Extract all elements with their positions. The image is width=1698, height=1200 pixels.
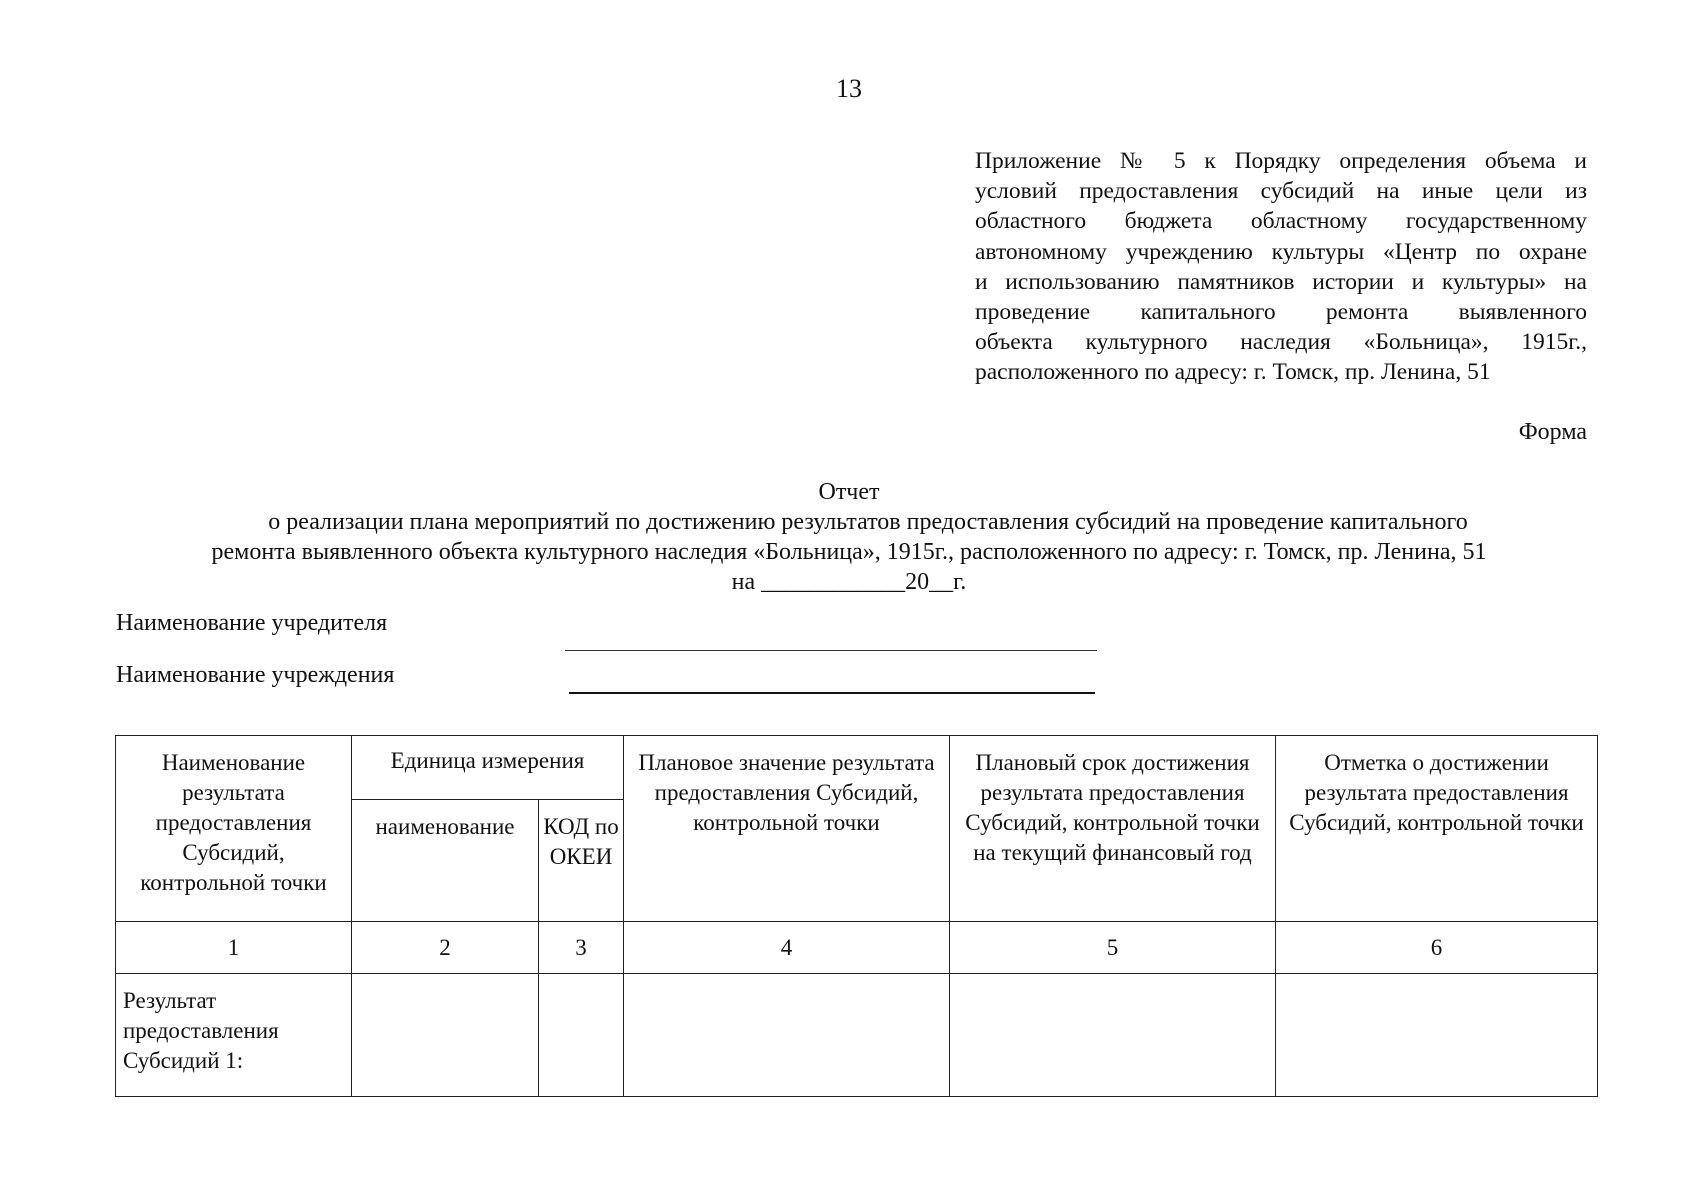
header-unit-name: наименование xyxy=(352,800,539,922)
table-header-row xyxy=(116,736,1598,800)
column-number: 2 xyxy=(352,922,539,974)
planned-value-cell[interactable] xyxy=(624,974,950,1097)
table-row xyxy=(116,974,1598,1097)
appendix-line: автономному учреждению культуры «Центр по охране xyxy=(975,238,1587,265)
form-label: Форма xyxy=(1518,419,1587,445)
appendix-line: объекта культурного наследия «Больница», 1915г., xyxy=(975,329,1587,356)
appendix-line: расположенного по адресу: г. Томск, пр. Ленина, 51 xyxy=(975,359,1491,386)
result-label-cell: Результат предоставления Субсидий 1: xyxy=(116,974,352,1097)
appendix-note xyxy=(975,146,1587,388)
report-title: Отчет xyxy=(818,479,880,505)
planned-deadline-cell[interactable] xyxy=(950,974,1276,1097)
institution-input-line[interactable] xyxy=(569,692,1095,694)
column-number: 6 xyxy=(1276,922,1598,974)
appendix-line: областного бюджета областному государственному xyxy=(975,208,1587,235)
header-planned-deadline: Плановый срок достижения результата предоставления Субсидий, контрольной точки на текущий финансовый год xyxy=(950,736,1276,922)
header-unit-group: Единица измерения xyxy=(352,736,624,800)
column-number: 1 xyxy=(116,922,352,974)
header-result-name: Наименование результата предоставления Субсидий, контрольной точки xyxy=(116,736,352,922)
report-date-line: на ____________20__г. xyxy=(731,569,967,595)
founder-label: Наименование учредителя xyxy=(116,610,388,636)
unit-code-cell[interactable] xyxy=(539,974,624,1097)
results-table xyxy=(115,735,1598,1097)
appendix-line: условий предоставления субсидий на иные цели из xyxy=(975,178,1587,205)
column-number: 4 xyxy=(624,922,950,974)
column-number: 3 xyxy=(539,922,624,974)
institution-label: Наименование учреждения xyxy=(116,662,395,688)
header-achievement-mark: Отметка о достижении результата предоставления Субсидий, контрольной точки xyxy=(1276,736,1598,922)
column-number: 5 xyxy=(950,922,1276,974)
page-number: 13 xyxy=(836,74,862,103)
report-subtitle-line-2: ремонта выявленного объекта культурного наследия «Больница», 1915г., расположенного по адресу: г. Томск, пр. Ленина, 51 xyxy=(211,539,1487,565)
column-number-row xyxy=(116,922,1598,974)
appendix-line: проведение капитального ремонта выявленного xyxy=(975,299,1587,326)
report-title-block xyxy=(120,477,1578,597)
founder-input-line[interactable] xyxy=(565,650,1097,651)
appendix-line: и использованию памятников истории и культуры» на xyxy=(975,268,1587,295)
unit-name-cell[interactable] xyxy=(352,974,539,1097)
achievement-mark-cell[interactable] xyxy=(1276,974,1598,1097)
header-unit-code: КОД по ОКЕИ xyxy=(539,800,624,922)
header-planned-value: Плановое значение результата предоставления Субсидий, контрольной точки xyxy=(624,736,950,922)
appendix-line: Приложение № 5 к Порядку определения объема и xyxy=(975,148,1587,174)
report-subtitle-line-1: о реализации плана мероприятий по достижению результатов предоставления субсидий на проведение капитального xyxy=(268,509,1468,535)
